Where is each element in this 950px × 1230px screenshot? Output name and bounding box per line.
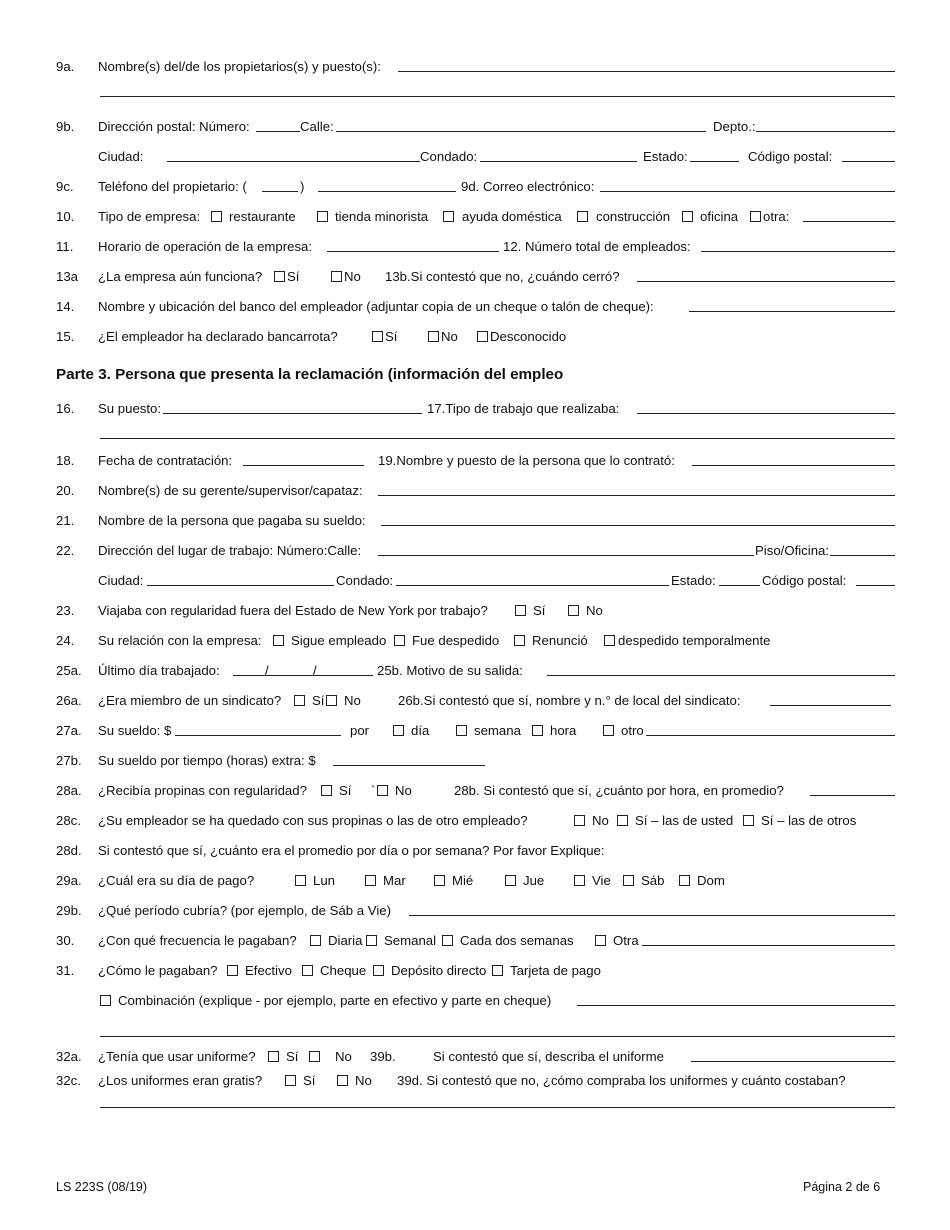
yes-label: Sí [312,693,325,708]
retail-checkbox[interactable] [317,211,328,222]
item-number: 28a. [56,783,82,798]
part-3-heading: Parte 3. Persona que presenta la reclamación (información del empleo [56,366,564,383]
per-other-input[interactable] [646,723,895,736]
payday-mon-label: Lun [313,873,336,888]
laid-off-checkbox[interactable] [604,635,615,646]
daily-checkbox[interactable] [310,935,321,946]
row-21 [0,510,950,532]
apt-label: Depto.: [713,119,756,134]
leave-reason-label: 25b. Motivo de su salida: [377,663,523,678]
uniform-free-yes-checkbox[interactable] [285,1075,296,1086]
yes-label: Sí [286,1049,299,1064]
quit-checkbox[interactable] [514,635,525,646]
payer-label: Nombre de la persona que pagaba su sueldo: [98,513,366,528]
county-label: Condado: [420,149,478,164]
owner-phone-label: Teléfono del propietario: ( [98,179,247,194]
row-32c [0,1070,950,1092]
item-number: 30. [56,933,75,948]
payday-fri-checkbox[interactable] [574,875,585,886]
state-label: Estado: [671,573,716,588]
check-checkbox[interactable] [302,965,313,976]
state-label: Estado: [643,149,688,164]
bank-label: Nombre y ubicación del banco del empleador (adjuntar copia de un cheque o talón de cheque): [98,299,654,314]
tips-amount-input[interactable] [810,783,895,796]
row-29b [0,900,950,922]
apt-input[interactable] [756,119,895,132]
item-number: 11. [56,239,74,254]
owner-phone-input[interactable] [318,179,456,192]
construction-checkbox[interactable] [577,211,588,222]
tips-average-label: Si contestó que sí, ¿cuánto era el promedio por día o por semana? Por favor Explique: [98,843,605,858]
pay-method-label: ¿Cómo le pagaban? [98,963,218,978]
city-label: Ciudad: [98,149,144,164]
last-day-label: Último día trabajado: [98,663,220,678]
direct-deposit-checkbox[interactable] [373,965,384,976]
bankruptcy-yes-checkbox[interactable] [372,331,383,342]
combination-extra-line[interactable] [100,1036,895,1037]
payday-wed-label: Mié [452,873,474,888]
still-employed-checkbox[interactable] [273,635,284,646]
bankruptcy-label: ¿El empleador ha declarado bancarrota? [98,329,338,344]
item-number: 23. [56,603,75,618]
city-input[interactable] [167,149,420,162]
yes-label: Sí [533,603,546,618]
row-28c [0,810,950,832]
tips-amount-label: 28b. Si contestó que sí, ¿cuánto por hora, en promedio? [454,783,784,798]
restaurant-label: restaurante [229,209,296,224]
payday-fri-label: Vie [592,873,611,888]
zip-input[interactable] [842,149,895,162]
payday-tue-checkbox[interactable] [365,875,376,886]
still-operating-label: ¿La empresa aún funciona? [98,269,263,284]
quit-label: Renunció [532,633,588,648]
per-label: por [350,723,370,738]
area-code-input[interactable] [262,179,298,192]
employee-count-input[interactable] [701,239,895,252]
business-type-label: Tipo de empresa: [98,209,201,224]
union-label: ¿Era miembro de un sindicato? [98,693,282,708]
union-yes-checkbox[interactable] [294,695,305,706]
yes-label: Sí [385,329,398,344]
still-operating-no-checkbox[interactable] [331,271,342,282]
row-18 [0,450,950,472]
wage-label: Su sueldo: $ [98,723,172,738]
uniform-cost-label: 39d. Si contestó que no, ¿cómo compraba los uniformes y cuánto costaban? [397,1073,846,1088]
row-11 [0,236,950,258]
city-label: Ciudad: [98,573,144,588]
state-input[interactable] [690,149,739,162]
item-number: 13a [56,269,79,284]
row-9b-city [0,146,950,168]
no-label: No [395,783,412,798]
payday-sat-label: Sáb [641,873,665,888]
work-type-input[interactable] [637,401,895,414]
item-number: 25a. [56,663,82,678]
union-local-label: 26b.Si contestó que sí, nombre y n.° de local del sindicato: [398,693,741,708]
union-no-checkbox[interactable] [326,695,337,706]
item-number: 9c. [56,179,74,194]
wage-input[interactable] [175,723,341,736]
item-number: 22. [56,543,75,558]
owner-name-extra-line[interactable] [100,96,895,97]
still-employed-label: Sigue empleado [291,633,387,648]
workplace-address-label: Dirección del lugar de trabajo: Número:Calle: [98,543,362,558]
hours-input[interactable] [327,239,499,252]
combination-checkbox[interactable] [100,995,111,1006]
supervisor-input[interactable] [378,483,895,496]
postal-number-label: Dirección postal: Número: [98,119,250,134]
office-label: oficina [700,209,739,224]
row-20 [0,480,950,502]
per-day-label: día [411,723,430,738]
postal-number-input[interactable] [256,119,300,132]
closed-when-input[interactable] [637,269,895,282]
hired-by-label: 19.Nombre y puesto de la persona que lo contrató: [378,453,675,468]
row-13 [0,266,950,288]
per-other-label: otro [621,723,644,738]
job-title-input[interactable] [163,401,422,414]
tips-kept-yours-label: Sí – las de usted [635,813,734,828]
payday-thu-checkbox[interactable] [505,875,516,886]
item-number: 29b. [56,903,82,918]
per-hour-checkbox[interactable] [532,725,543,736]
row-31 [0,960,950,982]
job-title-label: Su puesto: [98,401,162,416]
uniform-no-checkbox[interactable] [309,1051,320,1062]
tips-yes-checkbox[interactable] [321,785,332,796]
laid-off-label: despedido temporalmente [618,633,771,648]
row-10 [0,206,950,228]
no-label: No [355,1073,372,1088]
row-9a [0,56,950,78]
fired-checkbox[interactable] [394,635,405,646]
per-week-checkbox[interactable] [456,725,467,736]
pay-frequency-label: ¿Con qué frecuencia le pagaban? [98,933,297,948]
supervisor-label: Nombre(s) de su gerente/supervisor/capataz: [98,483,363,498]
retail-label: tienda minorista [335,209,429,224]
row-9b [0,116,950,138]
zip-label: Código postal: [748,149,833,164]
stray-mark: ` [371,783,376,798]
row-14 [0,296,950,318]
employee-count-label: 12. Número total de empleados: [503,239,691,254]
payday-wed-checkbox[interactable] [434,875,445,886]
pay-period-label: ¿Qué período cubría? (por ejemplo, de Sáb a Vie) [98,903,391,918]
workplace-county-input[interactable] [396,573,669,586]
workplace-city-input[interactable] [147,573,334,586]
other-type-input[interactable] [803,209,895,222]
weekly-label: Semanal [384,933,437,948]
tips-kept-others-checkbox[interactable] [743,815,754,826]
owner-name-input[interactable] [398,59,895,72]
item-number: 14. [56,299,75,314]
restaurant-checkbox[interactable] [211,211,222,222]
work-type-label: 17.Tipo de trabajo que realizaba: [427,401,620,416]
travel-no-checkbox[interactable] [568,605,579,616]
item-number: 9b. [56,119,75,134]
row-30 [0,930,950,952]
row-28d [0,840,950,862]
street-label: Calle: [300,119,334,134]
frequency-other-input[interactable] [642,933,895,946]
weekly-checkbox[interactable] [366,935,377,946]
row-24 [0,630,950,652]
tips-kept-label: ¿Su empleador se ha quedado con sus propinas o las de otro empleado? [98,813,528,828]
leave-reason-input[interactable] [547,663,895,676]
daily-label: Diaria [328,933,363,948]
combination-label: Combinación (explique - por ejemplo, parte en efectivo y parte en cheque) [118,993,552,1008]
per-hour-label: hora [550,723,577,738]
form-number: LS 223S (08/19) [56,1180,148,1194]
combination-input[interactable] [577,993,895,1006]
fired-label: Fue despedido [412,633,500,648]
item-number: 39b. [370,1049,396,1064]
street-input[interactable] [336,119,706,132]
uniform-free-no-checkbox[interactable] [337,1075,348,1086]
page-number: Página 2 de 6 [803,1180,881,1194]
row-23 [0,600,950,622]
relationship-label: Su relación con la empresa: [98,633,262,648]
payday-tue-label: Mar [383,873,406,888]
biweekly-label: Cada dos semanas [460,933,574,948]
uniform-describe-input[interactable] [691,1049,895,1062]
yes-label: Sí [287,269,300,284]
cash-label: Efectivo [245,963,292,978]
row-29a [0,870,950,892]
domestic-label: ayuda doméstica [462,209,562,224]
last-day-input[interactable] [233,663,373,676]
item-number: 29a. [56,873,82,888]
payday-sat-checkbox[interactable] [623,875,634,886]
bankruptcy-unknown-checkbox[interactable] [477,331,488,342]
item-number: 10. [56,209,75,224]
biweekly-checkbox[interactable] [442,935,453,946]
overtime-wage-input[interactable] [333,753,485,766]
uniform-label: ¿Tenía que usar uniforme? [98,1049,256,1064]
item-number: 32c. [56,1073,81,1088]
union-local-input[interactable] [770,693,891,706]
payday-thu-label: Jue [523,873,545,888]
workplace-zip-input[interactable] [856,573,895,586]
office-checkbox[interactable] [682,211,693,222]
bank-input[interactable] [689,299,895,312]
email-label: 9d. Correo electrónico: [461,179,595,194]
row-22-city [0,570,950,592]
item-number: 9a. [56,59,75,74]
item-number: 16. [56,401,75,416]
workplace-street-input[interactable] [378,543,754,556]
email-input[interactable] [600,179,895,192]
row-32a [0,1046,950,1068]
item-number: 28d. [56,843,82,858]
row-26 [0,690,950,712]
construction-label: construcción [596,209,671,224]
uniform-describe-label: Si contestó que sí, describa el uniforme [433,1049,664,1064]
no-label: No [335,1049,352,1064]
uniform-yes-checkbox[interactable] [268,1051,279,1062]
per-other-checkbox[interactable] [603,725,614,736]
pay-card-label: Tarjeta de pago [510,963,601,978]
travel-yes-checkbox[interactable] [515,605,526,616]
uniform-cost-input[interactable] [100,1107,895,1108]
item-number: 24. [56,633,75,648]
row-16 [0,398,950,420]
tips-no-checkbox[interactable] [377,785,388,796]
overtime-wage-label: Su sueldo por tiempo (horas) extra: $ [98,753,316,768]
row-31-combination [0,990,950,1012]
bankruptcy-no-checkbox[interactable] [428,331,439,342]
item-number: 27b. [56,753,82,768]
hire-date-input[interactable] [243,453,364,466]
tips-kept-yours-checkbox[interactable] [617,815,628,826]
owner-name-label: Nombre(s) del/de los propietarios(s) y puesto(s): [98,59,381,74]
item-number: 18. [56,453,75,468]
date-separator: / [265,663,269,678]
item-number: 21. [56,513,75,528]
no-label: No [441,329,458,344]
pay-card-checkbox[interactable] [492,965,503,976]
item-number: 26a. [56,693,82,708]
row-27a [0,720,950,742]
tips-kept-no-label: No [592,813,609,828]
item-number: 15. [56,329,75,344]
cash-checkbox[interactable] [227,965,238,976]
yes-label: Sí [339,783,352,798]
no-label: No [344,693,361,708]
item-number: 31. [56,963,75,978]
payday-mon-checkbox[interactable] [295,875,306,886]
row-15 [0,326,950,348]
item-number: 20. [56,483,75,498]
frequency-other-checkbox[interactable] [595,935,606,946]
row-9c [0,176,950,198]
row-25 [0,660,950,682]
tips-kept-others-label: Sí – las de otros [761,813,857,828]
paren-close: ) [300,179,305,194]
payday-label: ¿Cuál era su día de pago? [98,873,255,888]
no-label: No [586,603,603,618]
still-operating-yes-checkbox[interactable] [274,271,285,282]
work-type-extra-line[interactable] [100,438,895,439]
item-number: 32a. [56,1049,82,1064]
item-number: 27a. [56,723,82,738]
hired-by-input[interactable] [692,453,895,466]
direct-deposit-label: Depósito directo [391,963,487,978]
row-22 [0,540,950,562]
payday-sun-checkbox[interactable] [679,875,690,886]
row-27b [0,750,950,772]
zip-label: Código postal: [762,573,847,588]
hire-date-label: Fecha de contratación: [98,453,233,468]
other-type-label: otra: [763,209,790,224]
no-label: No [344,269,361,284]
row-28a [0,780,950,802]
floor-label: Piso/Oficina: [755,543,830,558]
unknown-label: Desconocido [490,329,567,344]
county-input[interactable] [480,149,637,162]
other-type-checkbox[interactable] [750,211,761,222]
yes-label: Sí [303,1073,316,1088]
per-week-label: semana [474,723,521,738]
workplace-state-input[interactable] [719,573,760,586]
uniform-free-label: ¿Los uniformes eran gratis? [98,1073,263,1088]
check-label: Cheque [320,963,367,978]
item-number: 28c. [56,813,81,828]
tips-kept-no-checkbox[interactable] [574,815,585,826]
per-day-checkbox[interactable] [393,725,404,736]
pay-period-input[interactable] [409,903,895,916]
hours-label: Horario de operación de la empresa: [98,239,313,254]
floor-input[interactable] [830,543,895,556]
closed-when-label: 13b.Si contestó que no, ¿cuándo cerró? [385,269,620,284]
domestic-checkbox[interactable] [443,211,454,222]
tips-label: ¿Recibía propinas con regularidad? [98,783,307,798]
travel-label: Viajaba con regularidad fuera del Estado de New York por trabajo? [98,603,488,618]
frequency-other-label: Otra [613,933,639,948]
date-separator: / [313,663,317,678]
payday-sun-label: Dom [697,873,725,888]
payer-input[interactable] [381,513,895,526]
county-label: Condado: [336,573,394,588]
